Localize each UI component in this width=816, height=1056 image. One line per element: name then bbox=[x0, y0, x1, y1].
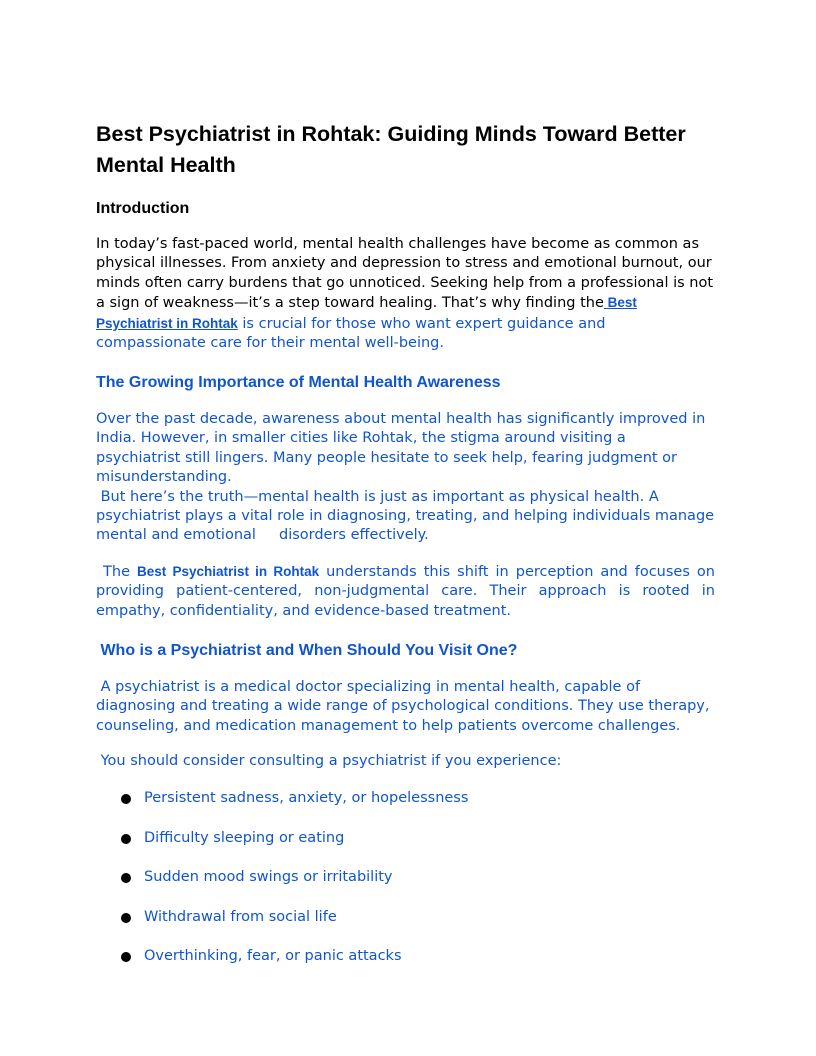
who-paragraph bbox=[96, 678, 726, 736]
paragraph-line: mental and emotional disorders effectively. bbox=[96, 527, 429, 544]
paragraph-line: India. However, in smaller cities like Rohtak, the stigma around visiting a bbox=[96, 430, 626, 447]
paragraph-line: A psychiatrist is a medical doctor specializing in mental health, capable of bbox=[96, 679, 641, 695]
intro-heading: Introduction bbox=[96, 200, 190, 217]
list-item: Sudden mood swings or irritability bbox=[96, 867, 468, 907]
best-psychiatrist-link-continued[interactable]: Psychiatrist in Rohtak bbox=[96, 315, 238, 331]
page-title: Best Psychiatrist in Rohtak: Guiding Minds Toward Better Mental Health bbox=[96, 122, 686, 177]
section-heading-awareness: The Growing Importance of Mental Health Awareness bbox=[96, 374, 501, 391]
bullet-icon bbox=[121, 873, 131, 883]
list-item: Withdrawal from social life bbox=[96, 907, 468, 947]
paragraph-line: diagnosing and treating a wide range of psychological conditions. They use therapy, bbox=[96, 698, 710, 715]
intro-paragraph bbox=[96, 235, 726, 353]
intro-line: Psychiatrist in Rohtak is crucial for those who want expert guidance and bbox=[96, 315, 606, 332]
bullet-icon bbox=[121, 794, 131, 804]
paragraph-line: But here’s the truth—mental health is just as important as physical health. A bbox=[96, 488, 659, 505]
list-item: Persistent sadness, anxiety, or hopelessness bbox=[96, 788, 468, 828]
paragraph-line: psychiatrist plays a vital role in diagnosing, treating, and helping individuals manage bbox=[96, 508, 715, 525]
bullet-icon bbox=[121, 834, 131, 844]
intro-line: In today’s fast-paced world, mental health challenges have become as common as bbox=[96, 236, 699, 252]
best-psychiatrist-bold: Best Psychiatrist in Rohtak bbox=[137, 564, 320, 579]
list-item: Difficulty sleeping or eating bbox=[96, 828, 468, 868]
paragraph-line: psychiatrist still lingers. Many people hesitate to seek help, fearing judgment or bbox=[96, 449, 678, 466]
paragraph-line: Over the past decade, awareness about mental health has significantly improved in bbox=[96, 411, 706, 427]
consider-paragraph: You should consider consulting a psychiatrist if you experience: bbox=[96, 753, 562, 769]
paragraph-line: counseling, and medication management to help patients overcome challenges. bbox=[96, 717, 681, 734]
awareness-paragraph bbox=[96, 410, 726, 546]
intro-line: physical illnesses. From anxiety and depression to stress and emotional burnout, our bbox=[96, 255, 712, 272]
bullet-icon bbox=[121, 952, 131, 962]
best-psychiatrist-link[interactable]: Best bbox=[603, 295, 637, 311]
symptoms-list bbox=[96, 788, 468, 986]
paragraph-line: misunderstanding. bbox=[96, 469, 232, 486]
intro-line: a sign of weakness—it’s a step toward healing. That’s why finding the Best bbox=[96, 295, 637, 312]
list-item: Overthinking, fear, or panic attacks bbox=[96, 946, 468, 986]
best-psychiatrist-paragraph: The Best Psychiatrist in Rohtak understands this shift in perception and focuses on providing patient-centered, non-judgmental care. Their approach is rooted in empathy, confidentiality, and evidence-based treatment. bbox=[96, 564, 715, 619]
bullet-icon bbox=[121, 913, 131, 923]
section-heading-who: Who is a Psychiatrist and When Should You Visit One? bbox=[96, 642, 518, 659]
intro-line: minds often carry burdens that go unnoticed. Seeking help from a professional is not bbox=[96, 274, 714, 291]
intro-line: compassionate care for their mental well-being. bbox=[96, 335, 444, 352]
